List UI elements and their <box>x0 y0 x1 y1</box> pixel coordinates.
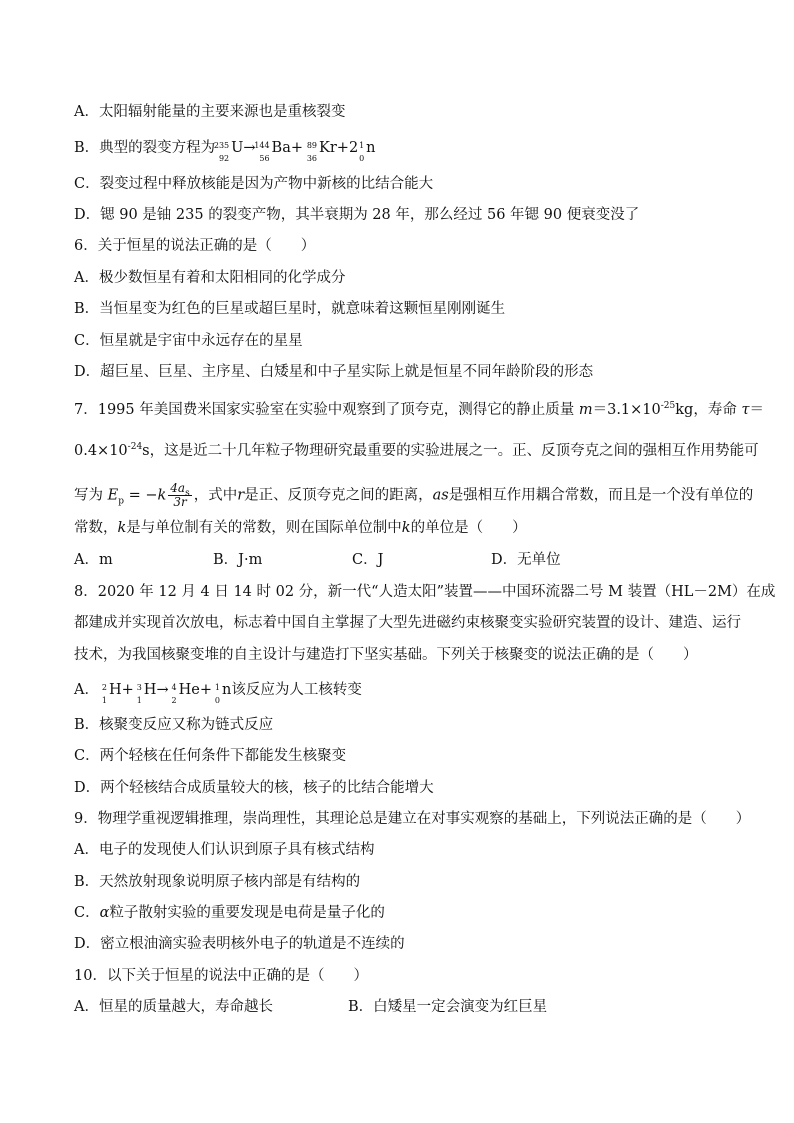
q7-options <box>74 550 724 570</box>
q9-option-d: D．密立根油滴实验表明核外电子的轨道是不连续的 <box>74 936 405 952</box>
q8-stem-line3: 技术，为我国核聚变堆的自主设计与建造打下坚实基础。下列关于核聚变的说法正确的是（ ） <box>74 647 698 663</box>
q6-stem: 6．关于恒星的说法正确的是（ ） <box>74 238 316 254</box>
q7-stem-line2: $0.4\times 10^{-24}s$，这是近二十几年粒子物理研究最重要的实验进展之一。正、反顶夸克之间的强相互作用势能可 <box>74 442 759 459</box>
q5-option-a: A．太阳辐射能量的主要来源也是重核裂变 <box>74 104 346 120</box>
q6-option-d: D．超巨星、巨星、主序星、白矮星和中子星实际上就是恒星不同年龄阶段的形态 <box>74 364 594 380</box>
q7-option-b: B．J·m <box>213 552 263 568</box>
q6-option-a: A．极少数恒星有着和太阳相同的化学成分 <box>74 270 346 286</box>
q8-stem-line2: 都建成并实现首次放电，标志着中国自主掌握了大型先进磁约束核聚变实验研究装置的设计、建造、运行 <box>74 615 741 631</box>
q7-option-d: D．无单位 <box>491 552 561 568</box>
q6-option-b: B．当恒星变为红色的巨星或超巨星时，就意味着这颗恒星刚刚诞生 <box>74 301 506 317</box>
q9-option-a: A．电子的发现使人们认识到原子具有核式结构 <box>74 842 375 858</box>
q9-option-b: B．天然放射现象说明原子核内部是有结构的 <box>74 874 361 890</box>
q9-stem: 9．物理学重视逻辑推理，崇尚理性，其理论总是建立在对事实观察的基础上，下列说法正确的是（ ） <box>74 811 751 827</box>
q5-option-b: B．典型的裂变方程为 235 92 U→ 144 56 Ba+ 89 36 Kr+2 1 0 n <box>74 140 376 163</box>
q8-option-a: A． 2 1 H+ 3 1 H→ 4 2 He+ 1 0 n该反应为人工核转变 <box>74 682 362 705</box>
q10-option-a: A．恒星的质量越大，寿命越长 <box>74 999 273 1015</box>
q7-stem-line4: 常数，k是与单位制有关的常数，则在国际单位制中k的单位是（ ） <box>74 520 527 536</box>
q5-option-d: D．锶 90 是铀 235 的裂变产物，其半衰期为 28 年，那么经过 56 年锶 90 便衰变没了 <box>74 207 640 223</box>
q10-options <box>74 997 724 1017</box>
q5-option-c: C．裂变过程中释放核能是因为产物中新核的比结合能大 <box>74 176 434 192</box>
q7-stem-line1: 7．1995 年美国费米国家实验室在实验中观察到了顶夸克，测得它的静止质量 $m=3.1\times 10^{-25}kg$，寿命 τ＝ <box>74 401 764 418</box>
q6-option-c: C．恒星就是宇宙中永远存在的星星 <box>74 333 303 349</box>
q7-stem-line3: 写为 $E_p = -k$ $\frac{4a_s}{3r}$ ，式中r是正、反顶夸克之间的距离，as是强相互作用耦合常数，而且是一个没有单位的 <box>74 481 754 509</box>
q7-option-c: C．J <box>352 552 384 568</box>
q9-option-c: C．α粒子散射实验的重要发现是电荷是量子化的 <box>74 905 385 921</box>
q10-option-b: B．白矮星一定会演变为红巨星 <box>348 999 548 1015</box>
q8-option-b: B．核聚变反应又称为链式反应 <box>74 717 274 733</box>
q8-stem-line1: 8．2020 年 12 月 4 日 14 时 02 分，新一代“人造太阳”装置——中国环流器二号 M 装置（HL－2M）在成 <box>74 584 776 600</box>
q8-option-c: C．两个轻核在任何条件下都能发生核聚变 <box>74 748 347 764</box>
q10-stem: 10．以下关于恒星的说法中正确的是（ ） <box>74 968 368 984</box>
potential-fraction: $\frac{4a_s}{3r}$ <box>170 481 190 509</box>
q7-option-a: A．m <box>74 552 113 568</box>
q8-option-d: D．两个轻核结合成质量较大的核，核子的比结合能增大 <box>74 780 434 796</box>
